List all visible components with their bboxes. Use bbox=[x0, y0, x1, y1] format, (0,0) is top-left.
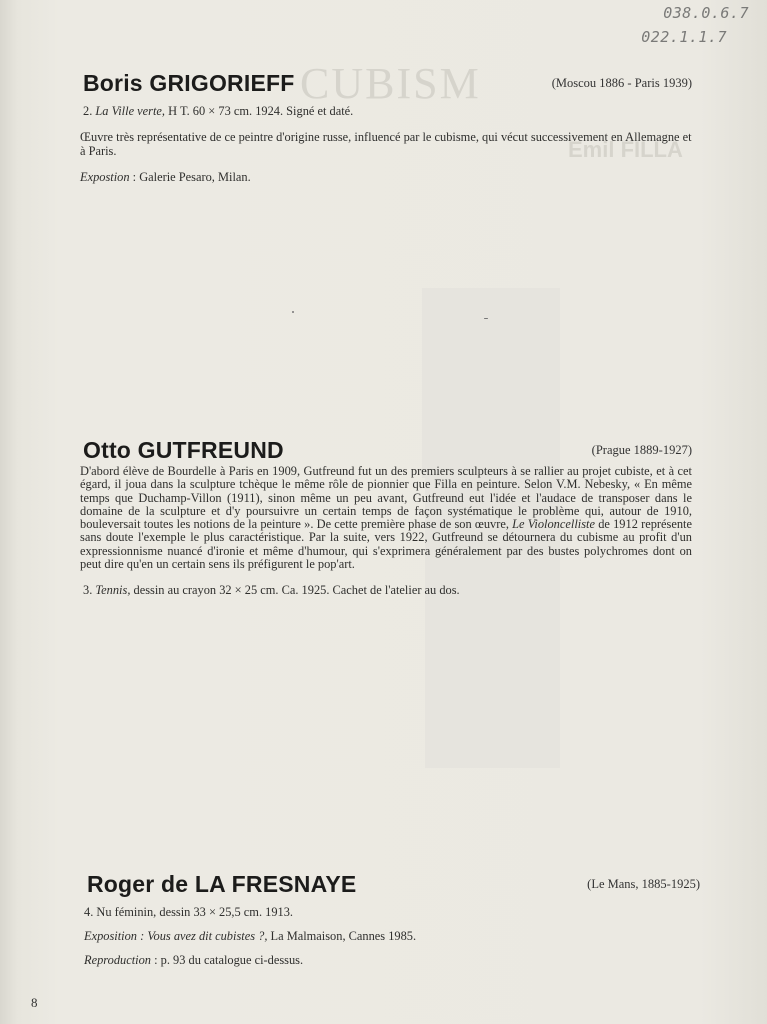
exposition-text: : Galerie Pesaro, Milan. bbox=[129, 170, 251, 184]
reproduction-text: : p. 93 du catalogue ci-dessus. bbox=[151, 953, 304, 967]
speck bbox=[484, 318, 488, 319]
work-number: 3. bbox=[83, 583, 93, 598]
work-details: H T. 60 × 73 cm. 1924. Signé et daté. bbox=[165, 104, 354, 118]
description-artwork-title: Le Violoncelliste bbox=[512, 517, 595, 532]
work-line bbox=[84, 905, 700, 919]
work-details: Nu féminin, dessin 33 × 25,5 cm. 1913. bbox=[96, 905, 294, 919]
speck bbox=[292, 311, 294, 313]
description-text: D'abord élève de Bourdelle à Paris en 1909, Gutfreund fut un des premiers sculpteurs à se rallier au projet cubiste, et à cet égard, il joua dans la sculpture tchèque le même rôle de pionnier que Filla en peinture. Selon V.M. Nebesky, « En même temps que Duchamp-Villon (1911), sinon même un peu avant, Gutfreund eut l'idée et l'audace de transposer dans le domaine de la sculpture et d'y poursuivre un certain temps de façon systématique le problème qui, autour de 1910, bouleversait toutes les notions de la peinture ». De cette première phase de son œuvre, bbox=[80, 464, 692, 532]
reproduction-line bbox=[84, 953, 700, 967]
work-number: 2. bbox=[83, 104, 93, 118]
exposition-text: La Malmaison, Cannes 1985. bbox=[267, 929, 417, 943]
reproduction-label: Reproduction bbox=[84, 953, 151, 967]
exposition-line bbox=[84, 929, 700, 943]
artist-description bbox=[80, 465, 692, 571]
artist-name: Roger de LA FRESNAYE bbox=[87, 871, 357, 897]
description-text: de 1912 représente sans doute l'exemple le plus caractéristique. Par la suite, vers 1922, Gutfreund se détournera du cubisme au profit d'un expressionnisme nuancé d'ironie et même d'humour, qui s'exprimera généralement par des bustes polychromes dont on peut dire qu'en un certain sens ils préfigurent le pop'art. bbox=[80, 517, 693, 572]
artist-description: Œuvre très représentative de ce peintre d'origine russe, influencé par le cubisme, qui vécut successivement en Allemagne et à Paris. bbox=[80, 130, 692, 158]
artist-name: Boris GRIGORIEFF bbox=[83, 70, 295, 96]
work-line bbox=[83, 583, 692, 597]
work-title: La Ville verte, bbox=[95, 104, 166, 118]
artist-dates: (Prague 1889-1927) bbox=[591, 443, 692, 457]
inventory-number-2: 022.1.1.7 bbox=[641, 28, 727, 46]
entry-la-fresnaye bbox=[84, 871, 700, 967]
page-number: 8 bbox=[31, 995, 38, 1010]
entry-gutfreund bbox=[80, 437, 692, 597]
work-line bbox=[83, 104, 692, 118]
artist-dates: (Le Mans, 1885-1925) bbox=[587, 877, 700, 891]
work-number: 4. bbox=[84, 905, 94, 919]
exposition-label: Expostion bbox=[80, 170, 130, 184]
work-title: Tennis, bbox=[95, 583, 131, 598]
artist-dates: (Moscou 1886 - Paris 1939) bbox=[551, 76, 692, 90]
bleed-through-name: Emil FILLA bbox=[568, 137, 683, 162]
work-details: dessin au crayon 32 × 25 cm. Ca. 1925. Cachet de l'atelier au dos. bbox=[130, 583, 460, 598]
exposition-label: Exposition : Vous avez dit cubistes ?, bbox=[84, 929, 268, 943]
artist-name: Otto GUTFREUND bbox=[83, 437, 284, 463]
bleed-through-heading: CUBISM bbox=[300, 59, 481, 108]
entry-grigorieff bbox=[80, 70, 692, 184]
exposition-line bbox=[80, 170, 692, 184]
inventory-number-1: 038.0.6.7 bbox=[663, 4, 749, 22]
